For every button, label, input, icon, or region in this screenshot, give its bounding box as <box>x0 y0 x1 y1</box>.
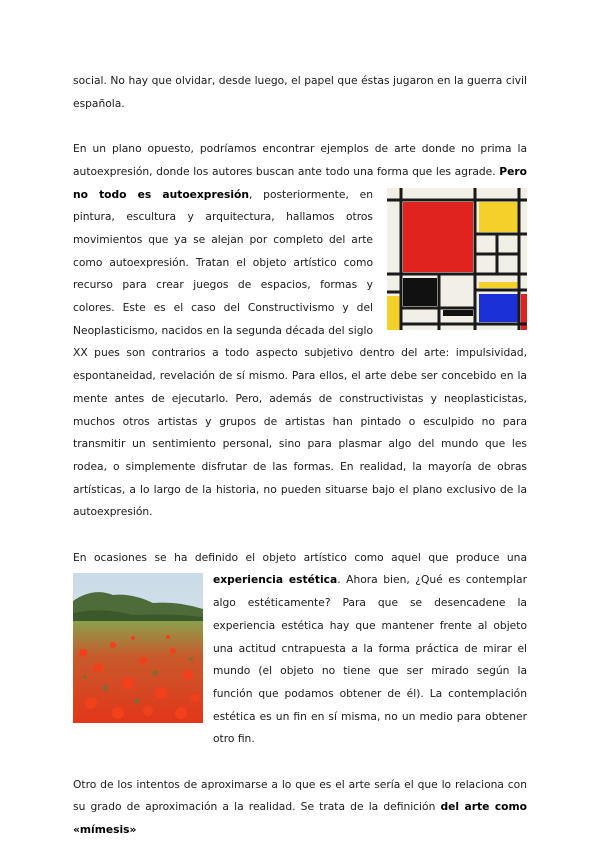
paragraph-3-text-b: . Ahora bien, ¿Qué es contemplar algo estéticamente? Para que se desencadene la experiencia estética hay que mantener frente al objeto una actitud cntrapuesta a la forma práctica de mirar el mundo (el objeto no tiene que ser mirado según la función que podamos obtener de él). La contemplación estética es un fin en sí misma, no un medio para obtener otro fin. <box>213 573 527 746</box>
paragraph-2-text-a: En un plano opuesto, podríamos encontrar ejemplos de arte donde no prima la autoexpresión, donde los autores buscan ante todo una forma que les agrade. <box>73 142 527 178</box>
paragraph-2 <box>73 138 527 524</box>
poppy-field-image <box>73 573 203 723</box>
paragraph-3 <box>73 547 527 751</box>
bold-phrase-autoexpresion: Pero no todo es autoexpresión <box>73 164 527 201</box>
paragraph-gap <box>73 524 527 547</box>
paragraph-3-text-a: En ocasiones se ha definido el objeto artístico como aquel que produce una <box>73 550 527 564</box>
paragraph-gap <box>73 751 527 774</box>
paragraph-1-text: social. No hay que olvidar, desde luego, el papel que éstas jugaron en la guerra civil española. <box>73 74 527 110</box>
paragraph-4 <box>73 774 527 842</box>
mondrian-composition-image <box>387 188 527 330</box>
document-page <box>73 70 527 842</box>
paragraph-1 <box>73 70 527 115</box>
bold-phrase-experiencia-estetica: experiencia estética <box>213 573 338 587</box>
bold-phrase-arte-mimesis: del arte como «mímesis» <box>73 800 527 837</box>
paragraph-gap <box>73 115 527 138</box>
paragraph-2-text-b: , posteriormente, en pintura, escultura y arquitectura, hallamos otros movimientos que ya se alejan por completo del arte como autoexpresión. Tratan el objeto artístico como recurso para crear juegos de espacios, formas y colores. Este es el caso del Constructivismo y del Neoplasticismo, nacidos en la segunda década del siglo XX pues son contrarios a todo aspecto subjetivo dentro del arte: impulsividad, espontaneidad, revelación de sí mismo. Para ellos, el arte debe ser concebido en la mente antes de ejecutarlo. Pero, además de constructivistas y neoplasticistas, muchos otros artistas y grupos de artistas han pintado o esculpido no para transmitir un sentimiento personal, sino para plasmar algo del mundo que les rodea, o simplemente disfrutar de las formas. En realidad, la mayoría de obras artísticas, a lo largo de la historia, no pueden situarse bajo el plano exclusivo de la autoexpresión. <box>73 187 527 519</box>
paragraph-4-text-a: Otro de los intentos de aproximarse a lo que es el arte sería el que lo relaciona con su grado de aproximación a la realidad. Se trata de la definición <box>73 777 527 814</box>
